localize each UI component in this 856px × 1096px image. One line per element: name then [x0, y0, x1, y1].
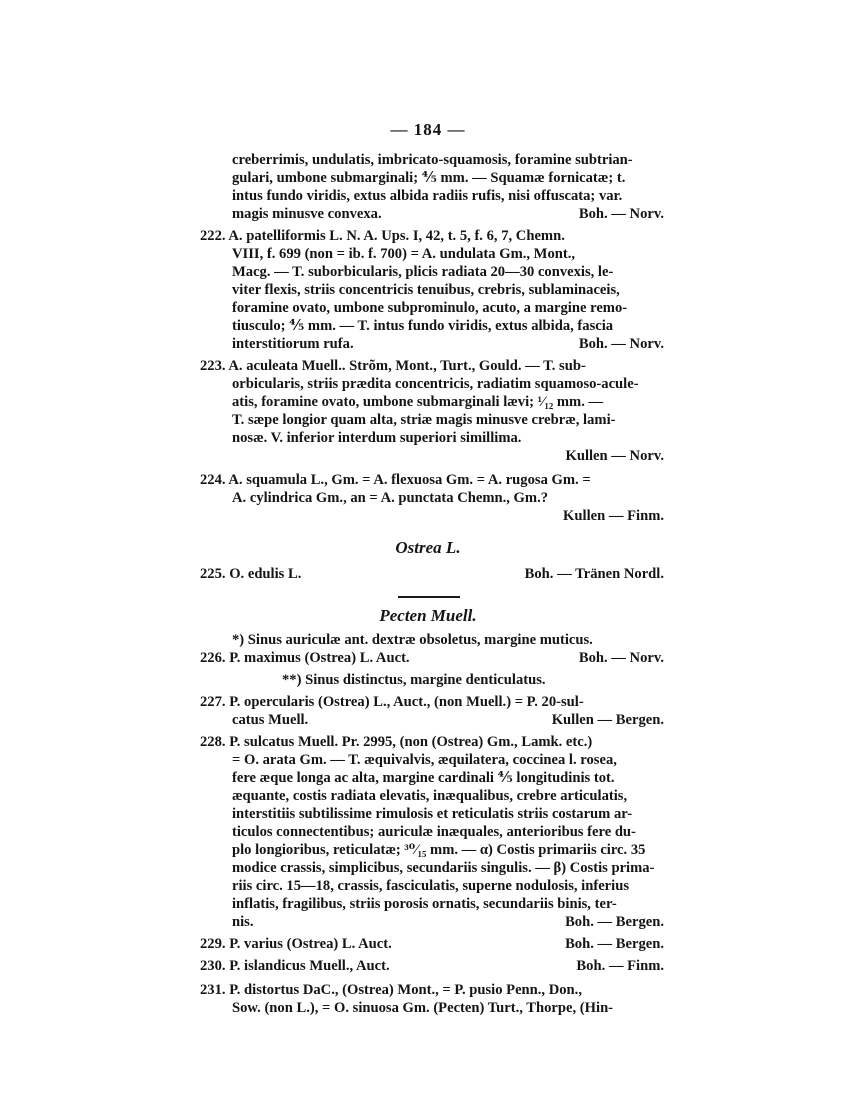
text-line: magis minusve convexa.: [232, 206, 382, 222]
genus-heading-pecten: Pecten Muell.: [379, 606, 477, 625]
locality: Kullen — Bergen.: [551, 712, 664, 728]
text-line: riis circ. 15—18, crassis, fasciculatis, superne nodulosis, inferius: [232, 878, 630, 894]
text-line: interstitiis subtilissime rimulosis et reticulatis striis costarum ar-: [232, 806, 633, 822]
section-note: **) Sinus distinctus, margine denticulatus.: [282, 672, 546, 688]
locality: Kullen — Finm.: [563, 508, 664, 524]
locality: Boh. — Finm.: [576, 958, 664, 974]
text-line: orbicularis, striis prædita concentricis, radiatim squamoso-acule-: [232, 376, 639, 392]
entry-line: 223. A. aculeata Muell.. Strõm, Mont., Turt., Gould. — T. sub-: [200, 358, 586, 374]
text-line: tiusculo; ⅘ mm. — T. intus fundo viridis, extus albida, fascia: [232, 318, 614, 334]
locality: Boh. — Norv.: [578, 206, 664, 222]
genus-heading-ostrea: Ostrea L.: [395, 538, 461, 557]
locality: Boh. — Bergen.: [565, 936, 664, 952]
entry-line: 225. O. edulis L.: [200, 566, 302, 582]
text-line: gulari, umbone submarginali; ⅘ mm. — Squamæ fornicatæ; t.: [232, 170, 626, 186]
text-line: creberrimis, undulatis, imbricato-squamosis, foramine subtrian-: [232, 152, 633, 168]
text-line: Sow. (non L.), = O. sinuosa Gm. (Pecten) Turt., Thorpe, (Hin-: [232, 1000, 614, 1016]
text-line: = O. arata Gm. — T. æquivalvis, æquilatera, coccinea l. rosea,: [232, 752, 617, 768]
text-line: fere æque longa ac alta, margine cardinali ⅘ longitudinis tot.: [232, 770, 615, 786]
text-line: atis, foramine ovato, umbone submarginali lævi; ¹⁄₁₂ mm. —: [232, 394, 604, 410]
text-line: inflatis, fragilibus, striis porosis ornatis, secundariis binis, ter-: [232, 896, 617, 912]
text-line: æquante, costis radiata elevatis, inæqualibus, crebre articulatis,: [232, 788, 628, 804]
entry-line: 231. P. distortus DaC., (Ostrea) Mont., = P. pusio Penn., Don.,: [200, 982, 582, 998]
text-line: VIII, f. 699 (non = ib. f. 700) = A. undulata Gm., Mont.,: [232, 246, 576, 262]
locality: Boh. — Bergen.: [565, 914, 664, 930]
locality: Boh. — Tränen Nordl.: [524, 566, 664, 582]
page-number: — 184 —: [390, 120, 466, 139]
locality: Boh. — Norv.: [578, 336, 664, 352]
text-line: plo longioribus, reticulatæ; ³⁰⁄₁₅ mm. — α) Costis primariis circ. 35: [232, 842, 646, 858]
text-line: interstitiorum rufa.: [232, 336, 354, 352]
text-line: T. sæpe longior quam alta, striæ magis minusve crebræ, lami-: [232, 412, 616, 428]
text-line: A. cylindrica Gm., an = A. punctata Chemn., Gm.?: [232, 490, 549, 506]
text-line: ticulos connectentibus; auriculæ inæquales, anterioribus fere du-: [232, 824, 636, 840]
locality: Boh. — Norv.: [578, 650, 664, 666]
entry-line: 227. P. opercularis (Ostrea) L., Auct., (non Muell.) = P. 20-sul-: [200, 694, 584, 710]
text-line: modice crassis, simplicibus, secundariis singulis. — β) Costis prima-: [232, 860, 655, 876]
entry-line: 229. P. varius (Ostrea) L. Auct.: [200, 936, 392, 952]
locality: Kullen — Norv.: [565, 448, 664, 464]
text-line: viter flexis, striis concentricis tenuibus, crebris, sublaminaceis,: [232, 282, 620, 298]
text-line: nosæ. V. inferior interdum superiori simillima.: [232, 430, 522, 446]
text-line: intus fundo viridis, extus albida radiis rufis, nisi offuscata; var.: [232, 188, 623, 204]
entry-line: 228. P. sulcatus Muell. Pr. 2995, (non (Ostrea) Gm., Lamk. etc.): [200, 734, 593, 750]
section-note: *) Sinus auriculæ ant. dextræ obsoletus, margine muticus.: [232, 632, 593, 648]
entry-line: 222. A. patelliformis L. N. A. Ups. I, 42, t. 5, f. 6, 7, Chemn.: [200, 228, 565, 244]
entry-line: 224. A. squamula L., Gm. = A. flexuosa Gm. = A. rugosa Gm. =: [200, 472, 591, 488]
divider-rule: [398, 596, 460, 598]
text-line: catus Muell.: [232, 712, 309, 728]
text-line: Macg. — T. suborbicularis, plicis radiata 20—30 convexis, le-: [232, 264, 614, 280]
text-line: foramine ovato, umbone subprominulo, acuto, a margine remo-: [232, 300, 628, 316]
text-line: nis.: [232, 914, 254, 930]
entry-line: 230. P. islandicus Muell., Auct.: [200, 958, 390, 974]
entry-line: 226. P. maximus (Ostrea) L. Auct.: [200, 650, 410, 666]
